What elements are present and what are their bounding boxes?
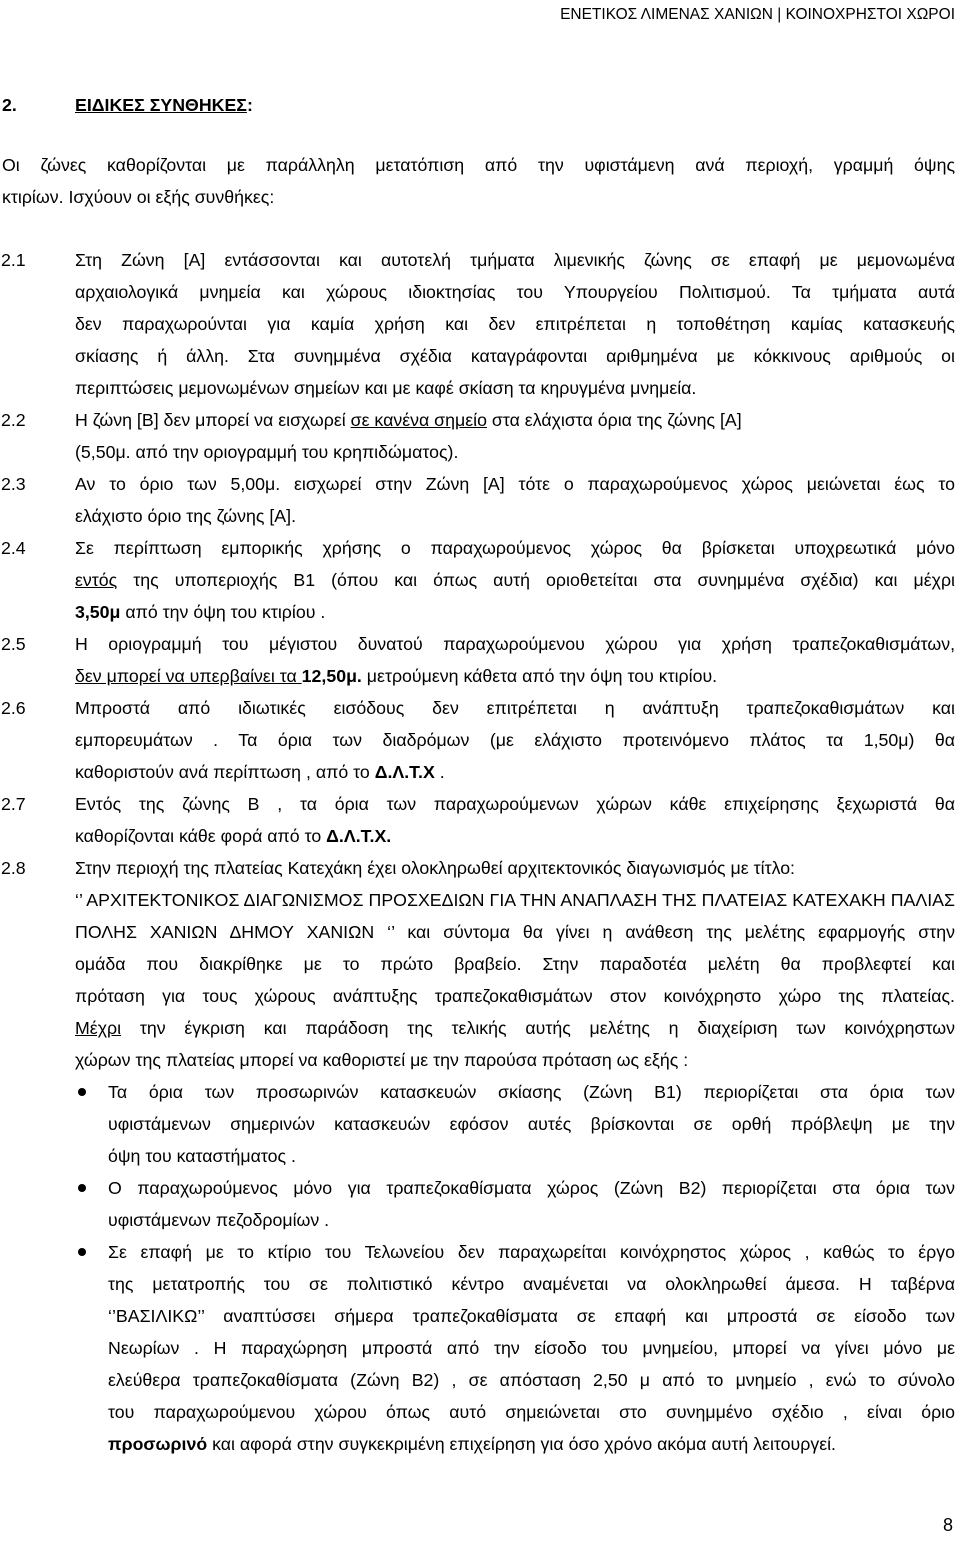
page-number: 8: [942, 1515, 953, 1535]
bullet-line: της μετατροπής του σε πολιτιστικό κέντρο αναμένεται να ολοκληρωθεί άμεσα. Η ταβέρνα: [108, 1274, 955, 1294]
section-number: 2.: [2, 95, 17, 115]
text-run: καθορίζονται κάθε φορά από το: [75, 826, 327, 846]
bullet-line: όψη του καταστήματος .: [108, 1146, 296, 1166]
clause-line: [75, 1012, 955, 1044]
bullet-line: Νεωρίων . Η παραχώρηση μπροστά από την είσοδο του μνημείου, μπορεί να γίνει μόνο με: [108, 1338, 955, 1358]
text-run: .: [434, 762, 445, 782]
clause-line: [75, 564, 955, 596]
clause-number: 2.2: [1, 410, 26, 430]
clause-line: Στη Ζώνη [Α] εντάσσονται και αυτοτελή τμήματα λιμενικής ζώνης σε επαφή με μεμονωμένα: [75, 250, 955, 270]
bullet-line: Ο παραχωρούμενος μόνο για τραπεζοκαθίσματα χώρος (Ζώνη Β2) περιορίζεται στα όρια των: [108, 1178, 955, 1198]
paragraph-line: Οι ζώνες καθορίζονται με παράλληλη μετατόπιση από την υφιστάμενη ανά περιοχή, γραμμή όψης: [2, 155, 955, 175]
clause-line: εμπορευμάτων . Τα όρια των διαδρόμων (με ελάχιστο προτεινόμενο πλάτος τα 1,50μ) θα: [75, 730, 955, 750]
clause-number: 2.5: [1, 634, 26, 654]
clause-line: [75, 756, 955, 788]
bullet-list: [108, 1076, 955, 1460]
text-run: στα ελάχιστα όρια της ζώνης [Α]: [486, 410, 742, 430]
clause-line: ‘’ ΑΡΧΙΤΕΚΤΟΝΙΚΟΣ ΔΙΑΓΩΝΙΣΜΟΣ ΠΡΟΣΧΕΔΙΩΝ ΓΙΑ ΤΗΝ ΑΝΑΠΛΑΣΗ ΤΗΣ ΠΛΑΤΕΙΑΣ ΚΑΤΕΧΑΚΗ ΠΑΛΙΑΣ: [75, 890, 955, 910]
bullet-line: Σε επαφή με το κτίριο του Τελωνείου δεν παραχωρείται κοινόχρηστος χώρος , καθώς το έργο: [108, 1242, 955, 1262]
clause-number: 2.1: [1, 250, 26, 270]
clause-line: Μπροστά από ιδιωτικές εισόδους δεν επιτρέπεται η ανάπτυξη τραπεζοκαθισμάτων και: [75, 698, 955, 718]
clause-line: σκίασης ή άλλη. Στα συνημμένα σχέδια καταγράφονται αριθμημένα με κόκκινους αριθμούς οι: [75, 346, 955, 366]
bullet-line: Τα όρια των προσωρινών κατασκευών σκίασης (Ζώνη Β1) περιορίζεται στα όρια των: [108, 1082, 955, 1102]
paragraph-line: κτιρίων. Ισχύουν οι εξής συνθήκες:: [2, 187, 275, 207]
clause-item: [0, 852, 960, 1076]
text-run: την έγκριση και παράδοση της τελικής αυτής μελέτης η διαχείριση των κοινόχρηστων: [121, 1018, 955, 1038]
clause-line: χώρων της πλατείας μπορεί να καθοριστεί με την παρούσα πρόταση ως εξής :: [75, 1050, 689, 1070]
bold-text: Δ.Λ.Τ.Χ.: [326, 826, 392, 846]
clause-number: 2.6: [1, 698, 26, 718]
clause-number: 2.7: [1, 794, 26, 814]
text-run: Η ζώνη [Β] δεν μπορεί να εισχωρεί: [75, 410, 351, 430]
bold-text: 12,50μ.: [301, 666, 362, 686]
bullet-line: του παραχωρούμενου χώρου όπως αυτό σημειώνεται στο συνημμένο σχέδιο , είναι όριο: [108, 1402, 955, 1422]
bold-text: 3,50μ: [75, 602, 121, 622]
bullet-item: [108, 1172, 955, 1236]
clause-line: [75, 660, 955, 692]
underlined-text: εντός: [75, 570, 118, 590]
clause-item: [0, 404, 960, 468]
clause-item: [0, 532, 960, 628]
clause-item: [0, 628, 960, 692]
section-title-wrap: [75, 89, 253, 121]
running-header: ΕΝΕΤΙΚΟΣ ΛΙΜΕΝΑΣ ΧΑΝΙΩΝ | ΚΟΙΝΟΧΡΗΣΤΟΙ ΧΩΡΟΙ: [560, 6, 955, 23]
clause-line: [75, 820, 955, 852]
clause-item: [0, 244, 960, 404]
underlined-text: Μέχρι: [75, 1018, 122, 1038]
clause-item: [0, 468, 960, 532]
bullet-icon: [78, 1184, 86, 1192]
bullet-line: ‘’ΒΑΣΙΛΙΚΩ’’ αναπτύσσει σήμερα τραπεζοκαθίσματα σε επαφή και μπροστά σε είσοδο των: [108, 1306, 955, 1326]
clause-line: Η οριογραμμή του μέγιστου δυνατού παραχωρούμενου χώρου για χρήση τραπεζοκαθισμάτων,: [75, 634, 955, 654]
clause-item: [0, 692, 960, 788]
clause-number: 2.4: [1, 538, 26, 558]
clause-line: δεν παραχωρούνται για καμία χρήση και δεν επιτρέπεται η τοποθέτηση καμίας κατασκευής: [75, 314, 955, 334]
bullet-line: ελεύθερα τραπεζοκαθίσματα (Ζώνη Β2) , σε απόσταση 2,50 μ από το μνημείο , ενώ το σύνολο: [108, 1370, 955, 1390]
intro-paragraph: [2, 149, 955, 213]
underlined-text: σε κανένα σημείο: [350, 410, 487, 430]
text-run: μετρούμενη κάθετα από την όψη του κτιρίου.: [361, 666, 718, 686]
bold-text: προσωρινό: [108, 1434, 208, 1454]
clause-line: (5,50μ. από την οριογραμμή του κρηπιδώματος).: [75, 442, 459, 462]
clause-line: Αν το όριο των 5,00μ. εισχωρεί στην Ζώνη [Α] τότε ο παραχωρούμενος χώρος μειώνεται έως το: [75, 474, 955, 494]
section-title-colon: :: [246, 95, 253, 115]
text-run: της υποπεριοχής Β1 (όπου και όπως αυτή οριοθετείται στα συνημμένα σχέδια) και μέχρι: [117, 570, 955, 590]
clause-line: [75, 404, 955, 436]
bullet-item: [108, 1076, 955, 1172]
text-run: από την όψη του κτιρίου .: [120, 602, 326, 622]
clause-line: ομάδα που διακρίθηκε με το πρώτο βραβείο. Στην παραδοτέα μελέτη θα προβλεφτεί και: [75, 954, 955, 974]
clause-line: Στην περιοχή της πλατείας Κατεχάκη έχει ολοκληρωθεί αρχιτεκτονικός διαγωνισμός με τίτλο:: [75, 858, 795, 878]
clause-line: ελάχιστο όριο της ζώνης [Α].: [75, 506, 297, 526]
bullet-line: υφιστάμενων πεζοδρομίων .: [108, 1210, 330, 1230]
clause-number: 2.3: [1, 474, 26, 494]
section-heading: [0, 89, 960, 121]
bullet-line: [108, 1428, 955, 1460]
clause-line: πρόταση για τους χώρους ανάπτυξης τραπεζοκαθισμάτων στον κοινόχρηστο χώρο της πλατείας.: [75, 986, 955, 1006]
bullet-item: [108, 1236, 955, 1460]
bullet-icon: [78, 1088, 86, 1096]
clause-line: Εντός της ζώνης Β , τα όρια των παραχωρούμενων χώρων κάθε επιχείρησης ξεχωριστά θα: [75, 794, 955, 814]
clause-line: ΠΟΛΗΣ ΧΑΝΙΩΝ ΔΗΜΟΥ ΧΑΝΙΩΝ ‘’ και σύντομα θα γίνει η ανάθεση της μελέτης εφαρμογής στην: [75, 922, 955, 942]
text-run: καθοριστούν ανά περίπτωση , από το: [75, 762, 375, 782]
clause-line: [75, 596, 955, 628]
bullet-icon: [78, 1248, 86, 1256]
text-run: και αφορά στην συγκεκριμένη επιχείρηση για όσο χρόνο ακόμα αυτή λειτουργεί.: [207, 1434, 836, 1454]
clause-line: Σε περίπτωση εμπορικής χρήσης ο παραχωρούμενος χώρος θα βρίσκεται υποχρεωτικά μόνο: [75, 538, 955, 558]
clause-line: αρχαιολογικά μνημεία και χώρους ιδιοκτησίας του Υπουργείου Πολιτισμού. Τα τμήματα αυτά: [75, 282, 955, 302]
clause-line: περιπτώσεις μεμονωμένων σημείων και με καφέ σκίαση τα κηρυγμένα μνημεία.: [75, 378, 697, 398]
bullet-line: υφιστάμενων σημερινών κατασκευών εφόσον αυτές βρίσκονται σε ορθή πρόβλεψη με την: [108, 1114, 955, 1134]
clause-item: [0, 788, 960, 852]
underlined-text: δεν μπορεί να υπερβαίνει τα: [75, 666, 302, 686]
section-title: ΕΙΔΙΚΕΣ ΣΥΝΘΗΚΕΣ: [75, 95, 247, 115]
clause-list: [0, 244, 960, 1460]
bold-text: Δ.Λ.Τ.Χ: [374, 762, 435, 782]
clause-number: 2.8: [1, 858, 26, 878]
